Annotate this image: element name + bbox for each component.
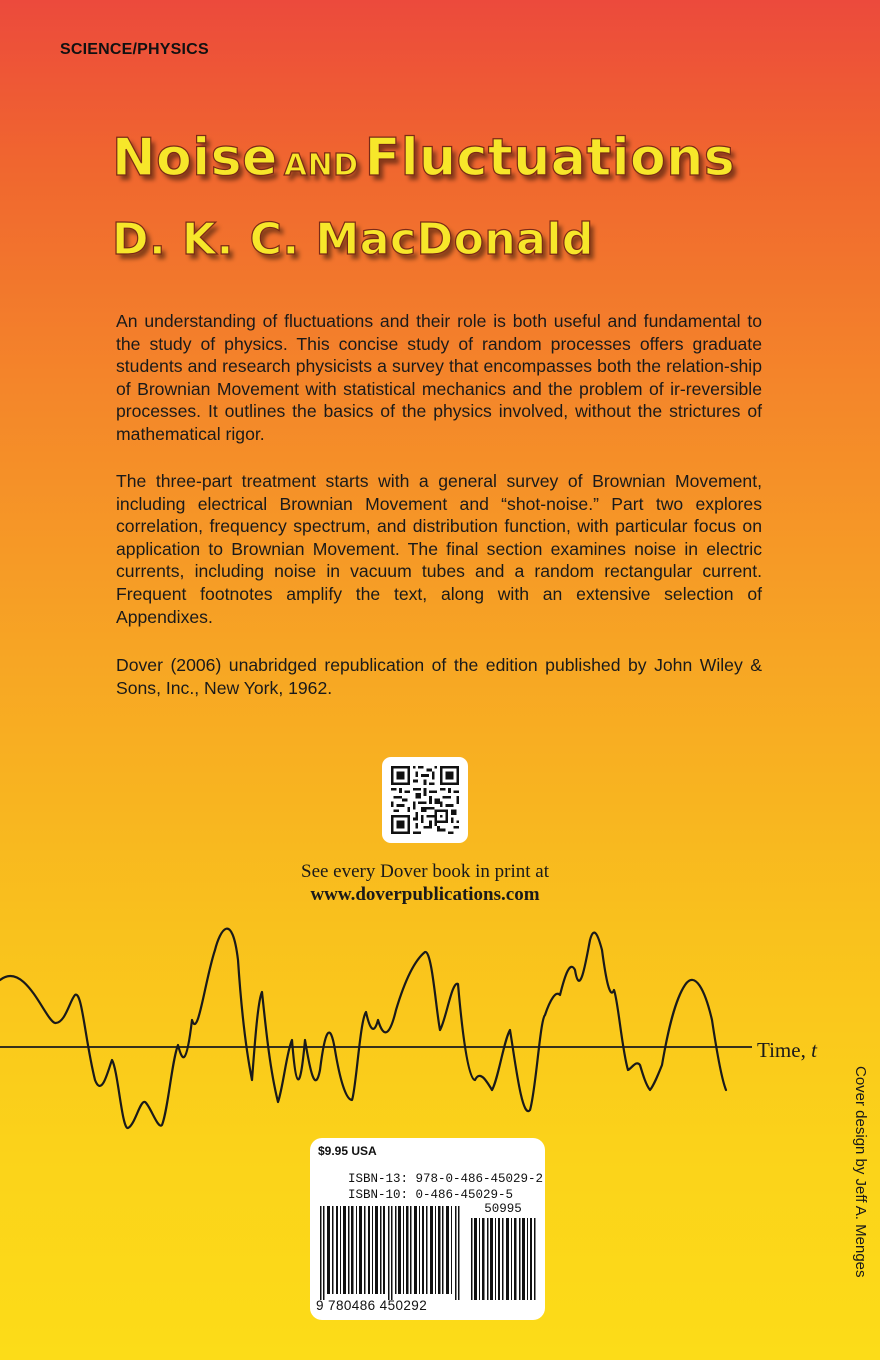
addon-code-text: 50995 <box>484 1202 522 1216</box>
promo-url-link[interactable]: www.doverpublications.com <box>310 884 540 905</box>
author-name: D. K. C. MacDonald <box>112 214 594 265</box>
title-word-and: AND <box>283 148 359 183</box>
description-paragraph-2: The three-part treatment starts with a general survey of Brownian Movement, including electrical Brownian Movement and “shot-noise.” Part two explores correlation, frequency spectrum, and distribution function, with particular focus on application to Brownian Movement. The final section examines noise in electric currents, including noise in vacuum tubes and a random rectangular current. Frequent footnotes amplify the text, along with an extensive selection of Appendixes. <box>116 471 762 627</box>
ean-number-text: 9 780486 450292 <box>316 1298 428 1313</box>
title-word-noise: Noise <box>112 128 278 188</box>
price-text: $9.95 USA <box>318 1144 377 1158</box>
cover-design-credit: Cover design by Jeff A. Menges <box>852 1066 869 1278</box>
noise-waveform-graph <box>0 920 760 1140</box>
description-paragraph-3: Dover (2006) unabridged republication of the edition published by John Wiley & Sons, Inc., New York, 1962. <box>116 655 762 698</box>
time-axis-variable: t <box>811 1038 817 1062</box>
ean-barcode <box>318 1206 464 1300</box>
addon-barcode <box>470 1218 536 1300</box>
isbn-13-text: ISBN-13: 978-0-486-45029-2 <box>348 1172 544 1186</box>
noise-waveform-curve <box>0 929 726 1128</box>
time-axis-label-text: Time, <box>757 1038 806 1062</box>
qr-code <box>382 757 468 843</box>
qr-code-pattern <box>391 766 459 834</box>
promo-text: See every Dover book in print at <box>301 861 549 882</box>
barcode-label <box>310 1138 545 1320</box>
category-label: SCIENCE/PHYSICS <box>60 41 209 58</box>
description-paragraph-1: An understanding of fluctuations and their role is both useful and fundamental to the study of physics. This concise study of random processes offers graduate students and research physicists a survey that encompasses both the relation-ship of Brownian Movement with statistical mechanics and the problem of ir-reversible processes. It outlines the basics of the physics involved, without the strictures of mathematical rigor. <box>116 311 762 444</box>
book-title <box>112 128 735 188</box>
isbn-10-text: ISBN-10: 0-486-45029-5 <box>348 1188 514 1202</box>
time-axis-label <box>757 1038 817 1063</box>
title-word-fluctuations: Fluctuations <box>364 128 736 188</box>
